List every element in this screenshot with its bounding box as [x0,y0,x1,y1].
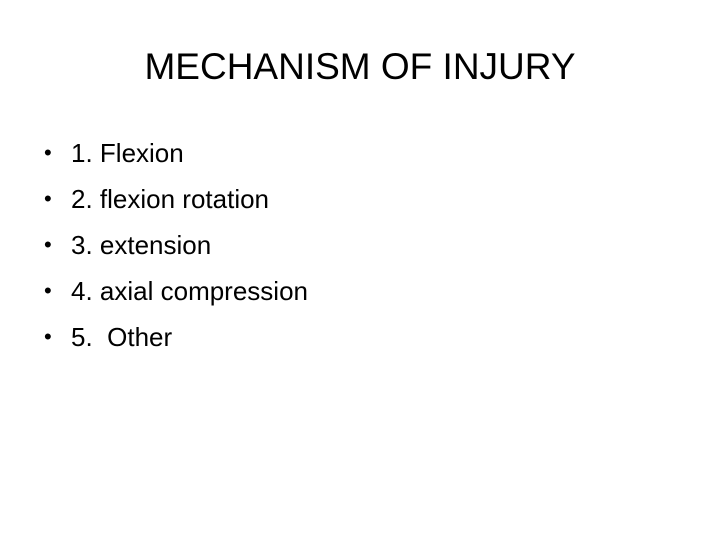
bullet-text: 2. flexion rotation [71,184,270,214]
bullet-icon: • [44,140,52,165]
bullet-item [44,314,173,360]
bullet-item [44,130,184,176]
slide-title: MECHANISM OF INJURY [144,46,576,87]
bullet-text: 5. Other [71,322,173,352]
bullet-text: 3. extension [71,230,212,260]
bullet-item [44,268,308,314]
bullet-icon: • [44,186,52,211]
bullet-icon: • [44,324,52,349]
bullet-icon: • [44,278,52,303]
bullet-list [44,130,308,360]
bullet-text: 4. axial compression [71,276,308,306]
bullet-icon: • [44,232,52,257]
bullet-item [44,176,270,222]
bullet-item [44,222,212,268]
bullet-text: 1. Flexion [71,138,184,168]
